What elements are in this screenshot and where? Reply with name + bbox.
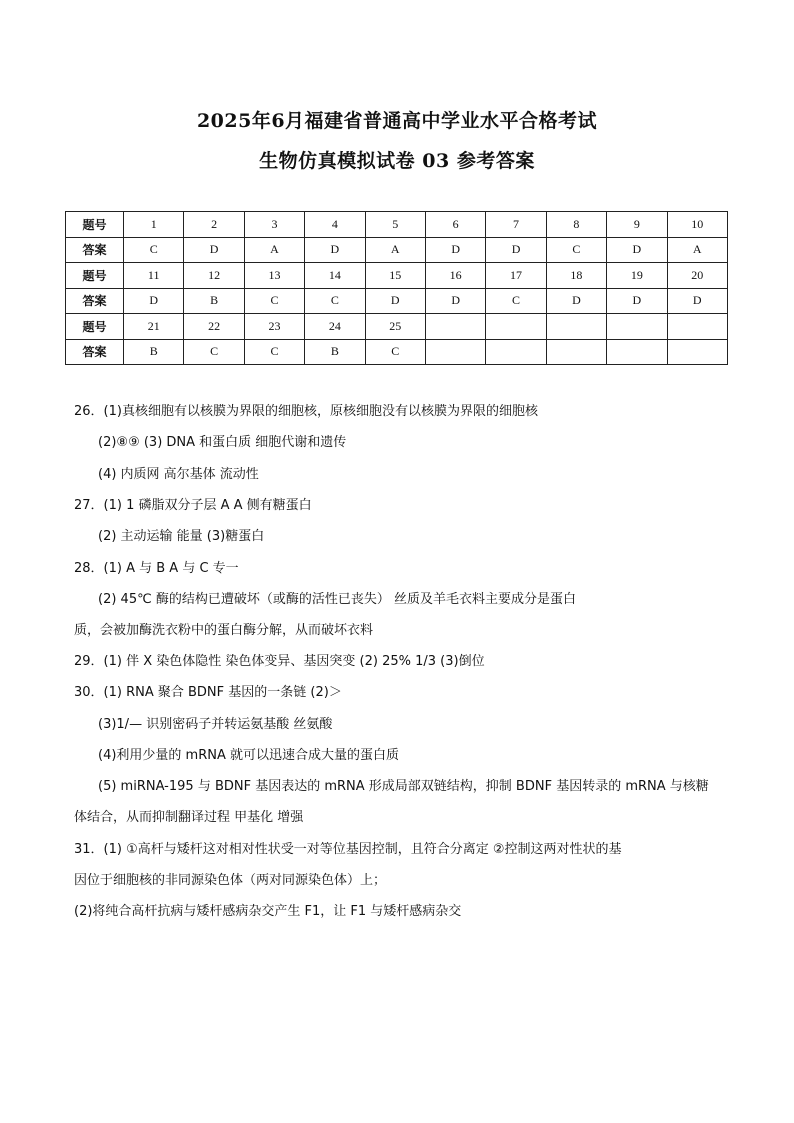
- table-cell: 23: [244, 314, 304, 340]
- table-cell: D: [425, 237, 485, 263]
- table-cell: 21: [124, 314, 184, 340]
- table-row: [66, 263, 728, 289]
- table-cell: [607, 339, 667, 365]
- table-cell: 19: [607, 263, 667, 289]
- table-cell: C: [486, 288, 546, 314]
- table-cell: D: [546, 288, 606, 314]
- table-cell: 25: [365, 314, 425, 340]
- table-cell: 24: [305, 314, 365, 340]
- answer-31-line-2: 因位于细胞核的非同源染色体（两对同源染色体）上；: [74, 873, 387, 888]
- table-cell: [607, 314, 667, 340]
- table-cell: A: [667, 237, 727, 263]
- answer-28-line-1: 28．(1) A 与 B A 与 C 专一: [74, 561, 239, 576]
- table-row: [66, 288, 728, 314]
- table-cell: C: [124, 237, 184, 263]
- table-cell: C: [244, 339, 304, 365]
- table-cell: [667, 314, 727, 340]
- table-cell: 9: [607, 212, 667, 238]
- table-cell: 1: [124, 212, 184, 238]
- table-cell: 3: [244, 212, 304, 238]
- answer-28-line-2: (2) 45℃ 酶的结构已遭破坏（或酶的活性已丧失） 丝质及羊毛衣料主要成分是蛋白: [98, 592, 576, 607]
- table-cell: [486, 339, 546, 365]
- table-cell: D: [486, 237, 546, 263]
- answer-30-line-1: 30．(1) RNA 聚合 BDNF 基因的一条链 (2)＞: [74, 685, 342, 700]
- table-cell: C: [244, 288, 304, 314]
- table-cell: D: [124, 288, 184, 314]
- table-cell: D: [607, 288, 667, 314]
- table-cell: 22: [184, 314, 244, 340]
- answer-table: [65, 211, 728, 365]
- row-label: 题号: [66, 212, 124, 238]
- table-cell: 16: [425, 263, 485, 289]
- row-label: 答案: [66, 288, 124, 314]
- answer-28-line-3: 质，会被加酶洗衣粉中的蛋白酶分解，从而破坏衣料: [74, 623, 374, 638]
- page-title: 2025年6月福建省普通高中学业水平合格考试: [196, 110, 598, 132]
- row-label: 答案: [66, 339, 124, 365]
- table-cell: B: [124, 339, 184, 365]
- table-cell: 5: [365, 212, 425, 238]
- table-row: [66, 237, 728, 263]
- table-cell: C: [184, 339, 244, 365]
- table-cell: C: [365, 339, 425, 365]
- table-cell: 4: [305, 212, 365, 238]
- table-row: [66, 314, 728, 340]
- answer-30-line-2: (3)1/— 识别密码子并转运氨基酸 丝氨酸: [98, 717, 333, 732]
- row-label: 题号: [66, 314, 124, 340]
- table-cell: [546, 314, 606, 340]
- row-label: 题号: [66, 263, 124, 289]
- answer-26-line-3: (4) 内质网 高尔基体 流动性: [98, 467, 259, 482]
- table-cell: 13: [244, 263, 304, 289]
- table-cell: 2: [184, 212, 244, 238]
- table-row: [66, 212, 728, 238]
- table-cell: A: [244, 237, 304, 263]
- table-cell: D: [305, 237, 365, 263]
- answer-29-line-1: 29．(1) 伴 X 染色体隐性 染色体变异、基因突变 (2) 25% 1/3 (3)倒位: [74, 654, 485, 669]
- table-cell: [546, 339, 606, 365]
- table-cell: [486, 314, 546, 340]
- table-cell: D: [425, 288, 485, 314]
- answer-26-line-1: 26．(1)真核细胞有以核膜为界限的细胞核，原核细胞没有以核膜为界限的细胞核: [74, 404, 538, 419]
- table-cell: C: [546, 237, 606, 263]
- answer-27-line-2: (2) 主动运输 能量 (3)糖蛋白: [98, 529, 265, 544]
- answer-30-line-3: (4)利用少量的 mRNA 就可以迅速合成大量的蛋白质: [98, 748, 399, 763]
- table-cell: 6: [425, 212, 485, 238]
- table-cell: B: [305, 339, 365, 365]
- table-cell: A: [365, 237, 425, 263]
- answer-31-line-3: (2)将纯合高杆抗病与矮杆感病杂交产生 F1，让 F1 与矮杆感病杂交: [74, 904, 462, 919]
- table-cell: 14: [305, 263, 365, 289]
- table-row: [66, 339, 728, 365]
- table-cell: D: [365, 288, 425, 314]
- row-label: 答案: [66, 237, 124, 263]
- table-cell: 20: [667, 263, 727, 289]
- table-cell: D: [607, 237, 667, 263]
- table-cell: 7: [486, 212, 546, 238]
- table-cell: 15: [365, 263, 425, 289]
- table-cell: [425, 314, 485, 340]
- answer-31-line-1: 31．(1) ①高杆与矮杆这对相对性状受一对等位基因控制，且符合分离定 ②控制这两对性状的基: [74, 842, 622, 857]
- table-cell: [667, 339, 727, 365]
- answer-30-line-5: 体结合，从而抑制翻译过程 甲基化 增强: [74, 810, 304, 825]
- table-cell: 12: [184, 263, 244, 289]
- table-cell: 11: [124, 263, 184, 289]
- page-subtitle: 生物仿真模拟试卷 03 参考答案: [259, 150, 535, 172]
- table-cell: [425, 339, 485, 365]
- table-cell: 8: [546, 212, 606, 238]
- table-cell: 17: [486, 263, 546, 289]
- answer-30-line-4: (5) miRNA-195 与 BDNF 基因表达的 mRNA 形成局部双链结构，抑制 BDNF 基因转录的 mRNA 与核糖: [98, 779, 709, 794]
- answer-26-line-2: (2)⑧⑨ (3) DNA 和蛋白质 细胞代谢和遗传: [98, 435, 347, 450]
- table-cell: B: [184, 288, 244, 314]
- table-cell: 18: [546, 263, 606, 289]
- table-cell: D: [667, 288, 727, 314]
- answer-27-line-1: 27．(1) 1 磷脂双分子层 A A 侧有糖蛋白: [74, 498, 312, 513]
- table-cell: C: [305, 288, 365, 314]
- table-cell: 10: [667, 212, 727, 238]
- table-cell: D: [184, 237, 244, 263]
